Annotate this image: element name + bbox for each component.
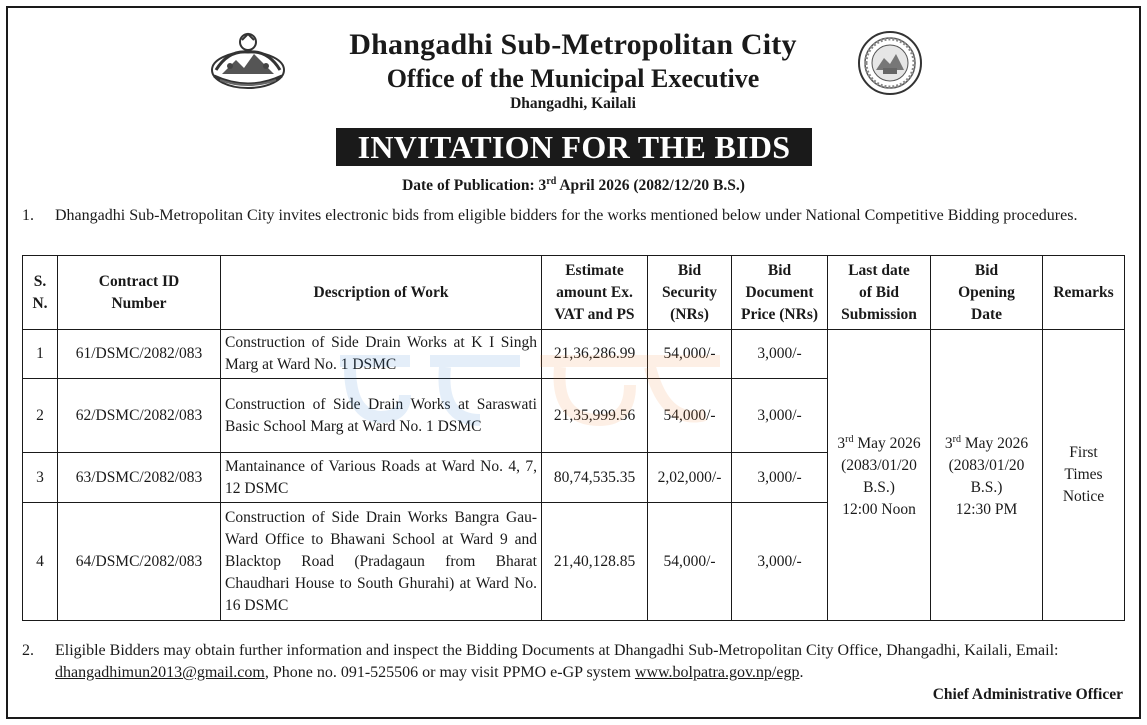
publication-date bbox=[0, 176, 1147, 195]
header-sn-line2: N. bbox=[32, 294, 48, 312]
header-estimate-line3: VAT and PS bbox=[554, 305, 635, 323]
row-contract-id: 61/DSMC/2082/083 bbox=[58, 330, 221, 379]
header-estimate-line1: Estimate bbox=[565, 261, 624, 279]
row-doc-price: 3,000/- bbox=[732, 379, 828, 453]
nepal-emblem-icon bbox=[208, 30, 288, 92]
publication-rest: April 2026 (2082/12/20 B.S.) bbox=[556, 177, 745, 195]
last-date-day: 3 bbox=[837, 435, 846, 453]
header-contract-line1: Contract ID bbox=[98, 272, 180, 290]
publication-ordinal: rd bbox=[546, 176, 557, 187]
row-description: Mantainance of Various Roads at Ward No. 4, 7, 12 DSMC bbox=[221, 453, 542, 503]
row-security: 54,000/- bbox=[648, 330, 732, 379]
email-link[interactable]: dhangadhimun2013@gmail.com bbox=[55, 664, 265, 681]
row-security: 54,000/- bbox=[648, 379, 732, 453]
row-estimate: 21,36,286.99 bbox=[542, 330, 648, 379]
paragraph-1-text: Dhangadhi Sub-Metropolitan City invites electronic bids from eligible bidders for the works mentioned below under National Competitive Bidding procedures. bbox=[55, 207, 1078, 224]
egp-website-link[interactable]: www.bolpatra.gov.np/egp bbox=[634, 664, 800, 681]
row-description: Construction of Side Drain Works at Saraswati Basic School Marg at Ward No. 1 DSMC bbox=[221, 379, 542, 453]
row-sn: 4 bbox=[23, 503, 58, 621]
last-date-bs-line2: B.S.) bbox=[863, 479, 895, 497]
last-date-ordinal: rd bbox=[845, 433, 854, 445]
paragraph-2-intro: Eligible Bidders may obtain further information and inspect the Bidding Documents at Dhangadhi Sub-Metropolitan City Office, Dhangadhi, Kailali, Email: bbox=[55, 642, 1059, 659]
title-block bbox=[300, 28, 846, 114]
remarks-line2: Times bbox=[1064, 466, 1103, 483]
row-estimate: 21,35,999.56 bbox=[542, 379, 648, 453]
row-description: Construction of Side Drain Works Bangra Gau- Ward Office to Bhawani School at Ward 9 and Blacktop Road (Pradagaun from Bharat Chaudhari House to South Ghurahi) at Ward No. 16 DSMC bbox=[221, 503, 542, 621]
header-opening-date bbox=[931, 256, 1043, 330]
last-date-month: May 2026 bbox=[853, 435, 921, 453]
opening-date-ordinal: rd bbox=[952, 433, 961, 445]
last-date-time: 12:00 Noon bbox=[842, 501, 916, 519]
opening-date-bs-line2: B.S.) bbox=[970, 479, 1003, 497]
row-contract-id: 63/DSMC/2082/083 bbox=[58, 453, 221, 503]
remarks-line3: Notice bbox=[1062, 488, 1105, 505]
remarks-line1: First bbox=[1069, 444, 1098, 461]
row-sn: 3 bbox=[23, 453, 58, 503]
opening-date-bs-line1: (2083/01/20 bbox=[948, 457, 1025, 475]
city-title: Dhangadhi Sub-Metropolitan City bbox=[349, 28, 797, 61]
row-estimate: 80,74,535.35 bbox=[542, 453, 648, 503]
header-opening-line1: Bid bbox=[974, 261, 999, 279]
header-description: Description of Work bbox=[221, 256, 542, 330]
header-estimate bbox=[542, 256, 648, 330]
paragraph-2 bbox=[22, 640, 1130, 684]
header-docprice-line1: Bid bbox=[767, 261, 792, 279]
header-bid-security bbox=[648, 256, 732, 330]
header-opening-line2: Opening bbox=[958, 283, 1015, 301]
header-contract-line2: Number bbox=[111, 294, 167, 312]
office-location: Dhangadhi, Kailali bbox=[510, 95, 636, 112]
bids-table bbox=[22, 255, 1125, 621]
row-contract-id: 62/DSMC/2082/083 bbox=[58, 379, 221, 453]
signature-title: Chief Administrative Officer bbox=[932, 686, 1123, 703]
header-remarks: Remarks bbox=[1043, 256, 1125, 330]
row-security: 2,02,000/- bbox=[648, 453, 732, 503]
publication-label: Date of Publication: 3 bbox=[402, 177, 547, 195]
header-estimate-line2: amount Ex. bbox=[556, 283, 633, 301]
header-security-line3: (NRs) bbox=[670, 305, 709, 323]
header-last-date bbox=[828, 256, 931, 330]
header-lastdate-line3: Submission bbox=[841, 305, 917, 323]
row-estimate: 21,40,128.85 bbox=[542, 503, 648, 621]
row-contract-id: 64/DSMC/2082/083 bbox=[58, 503, 221, 621]
paragraph-2-number: 2. bbox=[22, 642, 34, 659]
paragraph-1 bbox=[22, 205, 1130, 227]
row-doc-price: 3,000/- bbox=[732, 453, 828, 503]
header-sn bbox=[23, 256, 58, 330]
header-lastdate-line2: of Bid bbox=[858, 283, 900, 301]
header-docprice-line2: Document bbox=[745, 283, 814, 301]
opening-date-time: 12:30 PM bbox=[955, 501, 1018, 519]
row-doc-price: 3,000/- bbox=[732, 330, 828, 379]
row-sn: 1 bbox=[23, 330, 58, 379]
header-docprice-line3: Price (NRs) bbox=[740, 305, 819, 323]
table-header-row bbox=[23, 256, 1125, 330]
remarks-cell bbox=[1043, 330, 1125, 621]
header-document-price bbox=[732, 256, 828, 330]
paragraph-2-middle: , Phone no. 091-525506 or may visit PPMO e-GP system bbox=[264, 664, 635, 681]
table-row bbox=[23, 330, 1125, 379]
row-doc-price: 3,000/- bbox=[732, 503, 828, 621]
opening-date-month: May 2026 bbox=[960, 435, 1029, 453]
header-contract-id bbox=[58, 256, 221, 330]
last-date-bs-line1: (2083/01/20 bbox=[841, 457, 917, 475]
invitation-banner: INVITATION FOR THE BIDS bbox=[336, 128, 812, 166]
notice-header bbox=[0, 0, 1147, 125]
header-sn-line1: S. bbox=[33, 272, 47, 290]
header-security-line2: Security bbox=[661, 283, 718, 301]
header-lastdate-line1: Last date bbox=[848, 261, 910, 279]
row-security: 54,000/- bbox=[648, 503, 732, 621]
opening-date-day: 3 bbox=[944, 435, 953, 453]
office-title: Office of the Municipal Executive bbox=[386, 64, 760, 93]
paragraph-2-end: . bbox=[799, 664, 804, 681]
municipal-seal-icon bbox=[856, 30, 924, 96]
row-description: Construction of Side Drain Works at K I Singh Marg at Ward No. 1 DSMC bbox=[221, 330, 542, 379]
paragraph-1-number: 1. bbox=[22, 207, 34, 224]
paragraph-2-text bbox=[55, 640, 1130, 684]
header-security-line1: Bid bbox=[677, 261, 702, 279]
row-sn: 2 bbox=[23, 379, 58, 453]
header-opening-line3: Date bbox=[971, 305, 1002, 323]
opening-date-cell bbox=[931, 330, 1043, 621]
last-date-cell bbox=[828, 330, 931, 621]
